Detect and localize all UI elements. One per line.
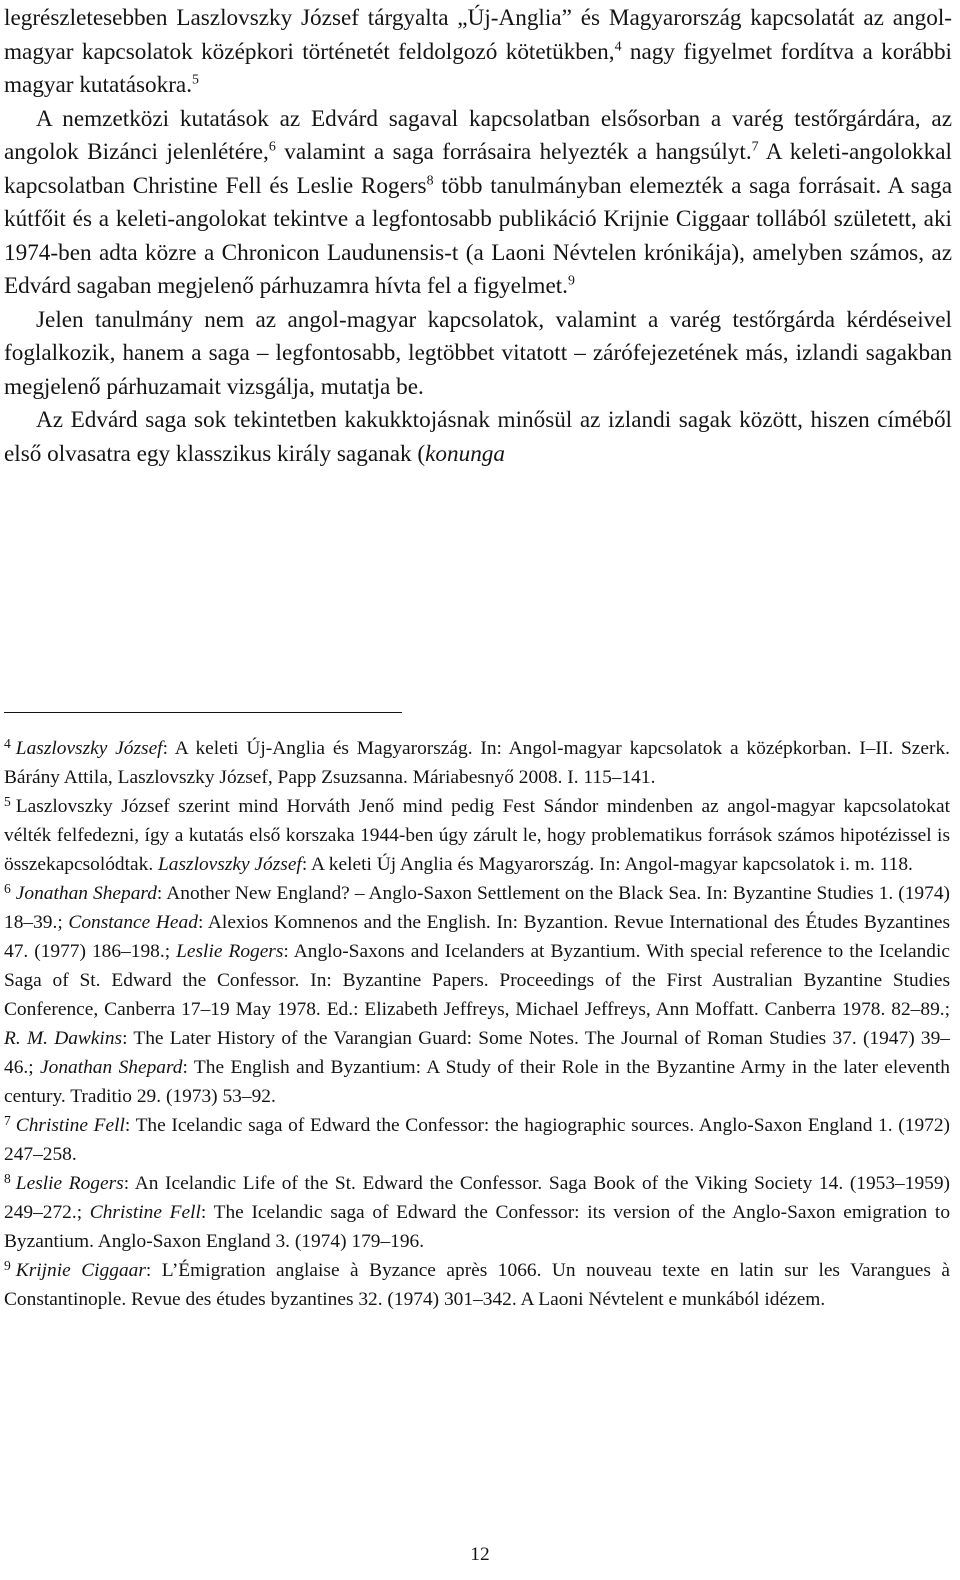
- author-name: Christine Fell: [15, 1115, 125, 1136]
- author-name: Laszlovszky József: [15, 738, 163, 759]
- footnote-text: : Another New England? – Anglo-Saxon Settlement on the Black Sea. In: Byzantine Studies 1. (1974) 18–39.;: [4, 883, 950, 933]
- footnote-9: [4, 1256, 950, 1314]
- author-name: Constance Head: [68, 912, 198, 933]
- footnote-number: 5: [4, 793, 11, 809]
- footnote-number: 7: [4, 1112, 11, 1128]
- text-run: A keleti-angolokkal kapcsolatban Christine Fell és Leslie Rogers: [4, 139, 952, 199]
- author-name: R. M. Dawkins: [4, 1028, 123, 1049]
- footnote-5: [4, 792, 950, 879]
- author-name: Leslie Rogers: [15, 1173, 124, 1194]
- footnote-text: : A keleti Új-Anglia és Magyarország. In: Angol-magyar kapcsolatok a középkorban. I–II. Szerk. Bárány Attila, Laszlovszky József, Papp Zsuzsanna. Máriabesnyő 2008. I. 115–141.: [4, 738, 950, 788]
- footnote-ref-7[interactable]: 7: [751, 139, 759, 155]
- text-run: A nemzetközi kutatások az Edvárd sagaval kapcsolatban elsősorban a varég testőrgárdára, az angolok Bizánci jelenlétére,: [4, 105, 952, 165]
- body-text: [4, 2, 952, 471]
- footnote-number: 8: [4, 1170, 11, 1186]
- author-name: Laszlovszky József: [158, 854, 302, 875]
- text-run: Az Edvárd saga sok tekintetben kakukktojásnak minősül az izlandi sagak között, hiszen címéből első olvasatra egy klasszikus király saganak (: [4, 407, 952, 467]
- author-name: Christine Fell: [89, 1202, 201, 1223]
- footnote-number: 4: [4, 735, 11, 751]
- italic-term: konunga: [425, 440, 505, 467]
- text-run: legrészletesebben Laszlovszky József tárgyalta „Új-Anglia” és Magyarország kapcsolatát az angol-magyar kapcsolatok középkori történetét feldolgozó kötetükben,: [4, 5, 952, 65]
- footnote-ref-5[interactable]: 5: [192, 72, 199, 88]
- footnote-6: [4, 879, 950, 1111]
- text-run: valamint a saga forrásaira helyezték a hangsúlyt.: [275, 139, 752, 165]
- footnote-text: Laszlovszky József szerint mind Horváth Jenő mind pedig Fest Sándor mindenben az angol-magyar kapcsolatokat vélték felfedezni, így a kutatás első korszaka 1944-ben úgy zárult le, hogy problematikus források számos hipotézissel is összekapcsolódtak.: [4, 796, 950, 875]
- page-number: 12: [470, 1544, 490, 1565]
- footnote-text: : The Icelandic saga of Edward the Confessor: the hagiographic sources. Anglo-Saxon England 1. (1972) 247–258.: [4, 1115, 950, 1165]
- footnote-8: [4, 1169, 950, 1256]
- footnote-7: [4, 1111, 950, 1169]
- author-name: Jonathan Shepard: [40, 1057, 183, 1078]
- footnote-number: 9: [4, 1257, 11, 1273]
- paragraph-4: [4, 404, 952, 471]
- footnote-text: : An Icelandic Life of the St. Edward the Confessor. Saga Book of the Viking Society 14. (1953–1959) 249–272.;: [4, 1173, 950, 1223]
- footnote-ref-6[interactable]: 6: [268, 139, 276, 155]
- footnote-text: : L’Émigration anglaise à Byzance après 1066. Un nouveau texte en latin sur les Varangues à Constantinople. Revue des études byzantines 32. (1974) 301–342. A Laoni Névtelent e munkából idézem.: [4, 1260, 950, 1310]
- footnotes: [4, 734, 950, 1314]
- author-name: Leslie Rogers: [176, 941, 284, 962]
- paragraph-2: [4, 103, 952, 304]
- footnote-text: : The Icelandic saga of Edward the Confessor: its version of the Anglo-Saxon emigration to Byzantium. Anglo-Saxon England 3. (1974) 179–196.: [4, 1202, 951, 1252]
- footnote-text: : Anglo-Saxons and Icelanders at Byzantium. With special reference to the Icelandic Saga of St. Edward the Confessor. In: Byzantine Papers. Proceedings of the First Australian Byzantine Studies Conference, Canberra 17–19 May 1978. Ed.: Elizabeth Jeffreys, Michael Jeffreys, Ann Moffatt. Canberra 1978. 82–89.;: [4, 941, 950, 1020]
- footnote-separator: [4, 712, 402, 713]
- footnote-ref-4[interactable]: 4: [614, 39, 622, 55]
- paragraph-1: [4, 2, 952, 103]
- footnote-ref-9[interactable]: 9: [567, 273, 575, 289]
- footnote-text: : A keleti Új Anglia és Magyarország. In: Angol-magyar kapcsolatok i. m. 118.: [301, 854, 913, 875]
- text-run: nagy figyelmet fordítva a korábbi magyar kutatásokra.: [4, 38, 952, 98]
- footnote-text: : The Later History of the Varangian Guard: Some Notes. The Journal of Roman Studies 37. (1947) 39–46.;: [4, 1028, 950, 1078]
- footnote-number: 6: [4, 880, 11, 896]
- text-run: több tanulmányban elemezték a saga forrásait. A saga kútfőit és a keleti-angolokat tekintve a legfontosabb publikáció Krijnie Ciggaar tollából született, aki 1974-ben adta közre a Chronicon Laudunensis-t (a Laoni Névtelen krónikája), amelyben számos, az Edvárd sagaban megjelenő párhuzamra hívta fel a figyelmet.: [4, 172, 953, 299]
- footnote-ref-8[interactable]: 8: [426, 173, 434, 189]
- text-run: Jelen tanulmány nem az angol-magyar kapcsolatok, valamint a varég testőrgárda kérdéseivel foglalkozik, hanem a saga – legfontosabb, legtöbbet vitatott – zárófejezetének más, izlandi sagakban megjelenő párhuzamait vizsgálja, mutatja be.: [4, 306, 952, 400]
- author-name: Krijnie Ciggaar: [15, 1260, 146, 1281]
- footnote-text: : The English and Byzantium: A Study of their Role in the Byzantine Army in the later eleventh century. Traditio 29. (1973) 53–92.: [4, 1057, 950, 1107]
- footnote-4: [4, 734, 950, 792]
- footnote-text: : Alexios Komnenos and the English. In: Byzantion. Revue International des Études Byzantines 47. (1977) 186–198.;: [4, 912, 950, 962]
- paragraph-3: [4, 304, 952, 405]
- author-name: Jonathan Shepard: [15, 883, 157, 904]
